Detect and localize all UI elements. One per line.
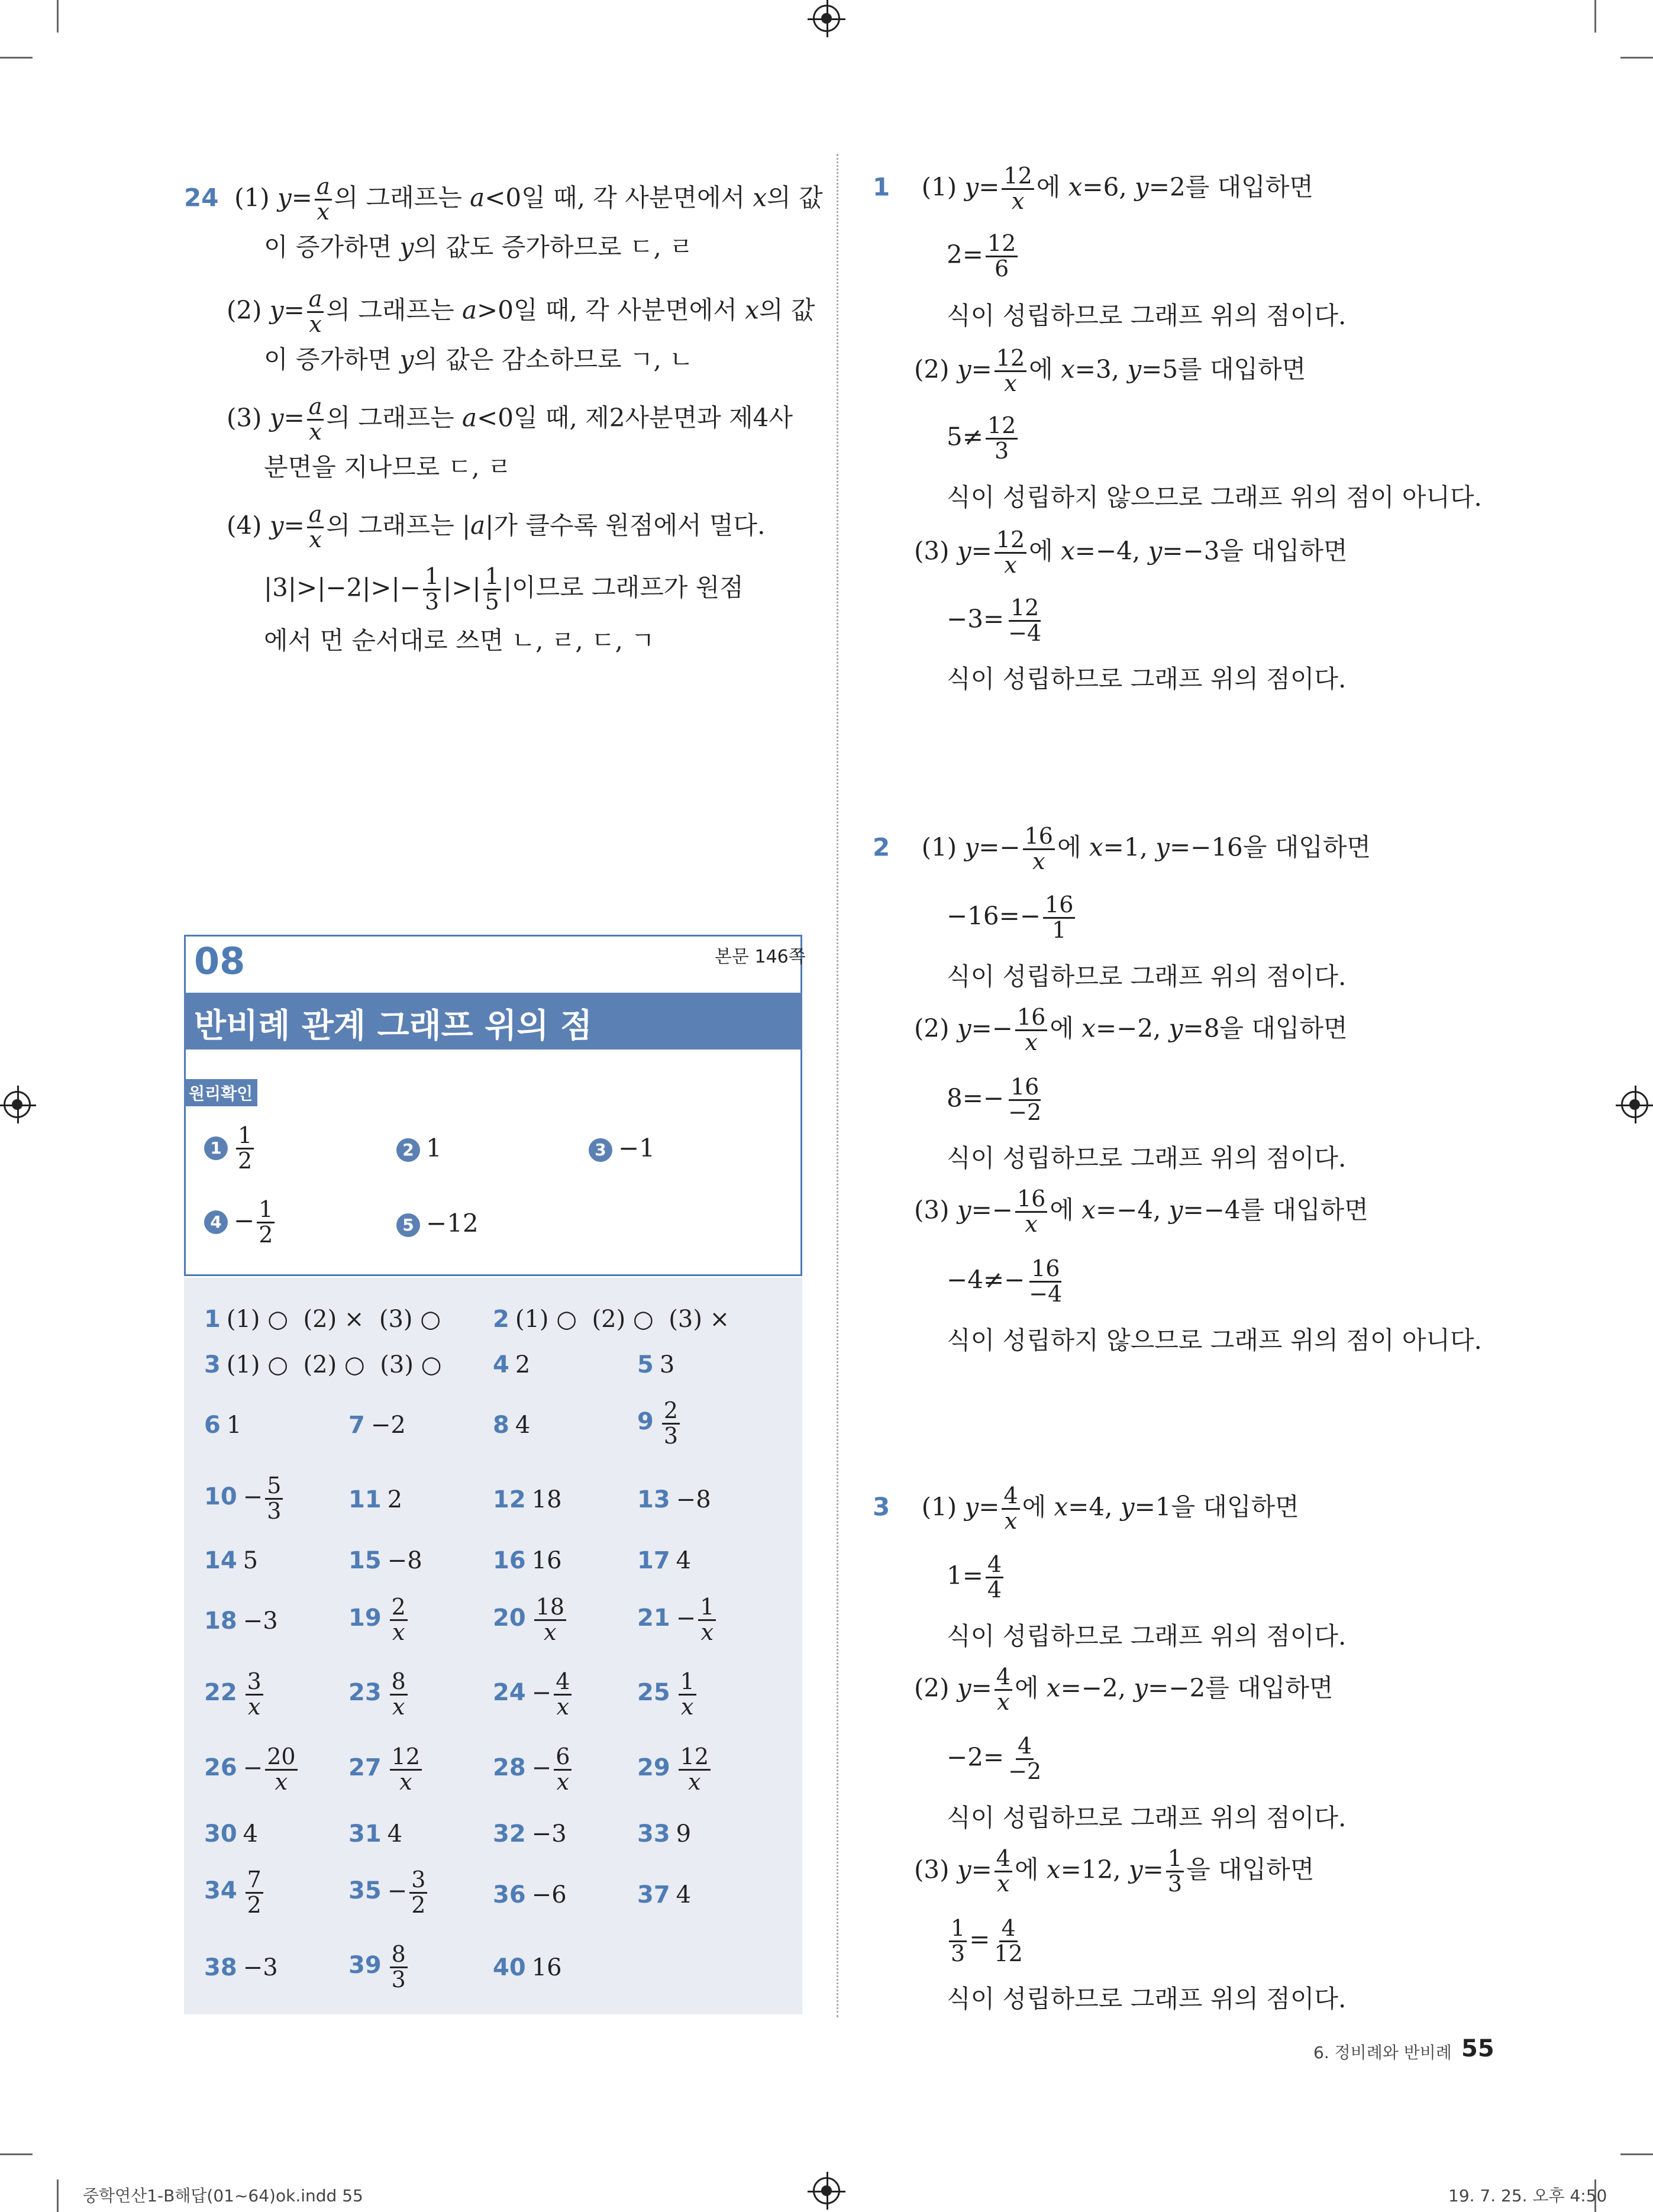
crop-mark: [1620, 2153, 1653, 2155]
registration-mark-icon: [1621, 1091, 1648, 1118]
answer-item: 17 4: [637, 1547, 692, 1574]
crop-mark: [0, 2153, 33, 2155]
answer-item: 11 2: [348, 1486, 403, 1513]
answer-item: 13 −8: [637, 1486, 711, 1513]
answer-item: 38 −3: [204, 1954, 278, 1981]
answer-item: 34 $\frac{7}{2}$: [204, 1868, 266, 1917]
answer-item: 2 (1) ○ (2) ○ (3) ×: [493, 1306, 730, 1333]
crop-mark: [1620, 57, 1653, 59]
principle-answer: 1 $\frac{1}{2}$: [204, 1124, 256, 1173]
principle-answer: 3 −1: [589, 1136, 655, 1162]
file-name: 중학연산1-B해답(01~64)ok.indd 55: [83, 2186, 363, 2205]
chapter-label: 6. 정비례와 반비례: [1313, 2043, 1452, 2062]
answer-item: 10 − $\frac{5}{3}$: [204, 1474, 285, 1523]
answer-item: 33 9: [637, 1820, 692, 1848]
answer-item: 36 −6: [493, 1881, 567, 1909]
answer-item: 19 $\frac{2}{x}$: [348, 1596, 410, 1645]
crop-mark: [57, 2179, 59, 2212]
answer-item: 26 − $\frac{20}{x}$: [204, 1745, 300, 1794]
registration-mark-icon: [4, 1091, 31, 1118]
registration-mark-icon: [813, 2177, 840, 2204]
answer-item: 30 4: [204, 1820, 259, 1848]
answer-item: 12 18: [493, 1486, 562, 1513]
answer-item: 25 $\frac{1}{x}$: [637, 1670, 699, 1719]
answer-item: 39 $\frac{8}{3}$: [348, 1943, 410, 1992]
answer-item: 27 $\frac{12}{x}$: [348, 1745, 424, 1794]
answer-item: 15 −8: [348, 1547, 422, 1574]
registration-mark-icon: [813, 5, 840, 32]
answer-item: 22 $\frac{3}{x}$: [204, 1670, 266, 1719]
answer-item: 6 1: [204, 1412, 242, 1439]
principle-answer: 4 − $\frac{1}{2}$: [204, 1198, 277, 1247]
answer-item: 16 16: [493, 1547, 562, 1574]
crop-mark: [0, 57, 33, 59]
answer-item: 24 − $\frac{4}{x}$: [493, 1670, 574, 1719]
answer-item: 31 4: [348, 1820, 403, 1848]
print-date: 19. 7. 25. 오후 4:50: [1448, 2186, 1607, 2205]
answer-item: 23 $\frac{8}{x}$: [348, 1670, 410, 1719]
answer-item: 7 −2: [348, 1412, 406, 1439]
answer-item: 29 $\frac{12}{x}$: [637, 1745, 713, 1794]
answer-item: 9 $\frac{2}{3}$: [637, 1399, 682, 1448]
answer-item: 18 −3: [204, 1607, 278, 1635]
answer-item: 5 3: [637, 1351, 675, 1378]
answer-item: 28 − $\frac{6}{x}$: [493, 1745, 574, 1794]
answer-item: 20 $\frac{18}{x}$: [493, 1596, 569, 1645]
column-divider: [837, 154, 838, 2017]
principle-answer: 2 1: [396, 1136, 442, 1162]
answer-item: 37 4: [637, 1881, 692, 1909]
section-number: 08: [194, 939, 246, 983]
page-number: 55: [1461, 2035, 1494, 2062]
answer-item: 3 (1) ○ (2) ○ (3) ○: [204, 1351, 442, 1378]
answer-item: 14 5: [204, 1547, 259, 1574]
page-reference: 본문 146쪽: [715, 947, 806, 967]
answer-item: 1 (1) ○ (2) × (3) ○: [204, 1306, 441, 1333]
section-title: 반비례 관계 그래프 위의 점: [194, 1007, 593, 1045]
answer-item: 35 − $\frac{3}{2}$: [348, 1868, 430, 1917]
principle-answer: 5 −12: [396, 1211, 479, 1237]
crop-mark: [1594, 0, 1596, 33]
answer-item: 8 4: [493, 1412, 531, 1439]
answer-item: 21 − $\frac{1}{x}$: [637, 1596, 718, 1645]
answer-item: 32 −3: [493, 1820, 567, 1848]
answer-item: 40 16: [493, 1954, 562, 1981]
crop-mark: [57, 0, 59, 33]
principle-badge: 원리확인: [184, 1079, 257, 1106]
answer-item: 4 2: [493, 1351, 531, 1378]
